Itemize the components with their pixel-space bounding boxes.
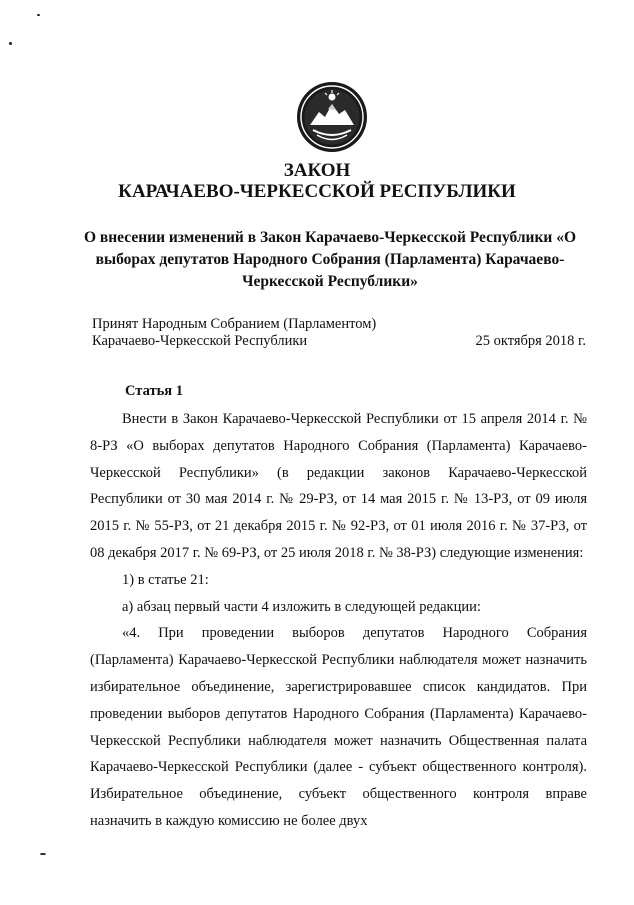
- article-heading: Статья 1: [125, 383, 183, 399]
- scan-speck: [37, 14, 40, 16]
- article-paragraph: «4. При проведении выборов депутатов Народного Собрания (Парламента) Карачаево-Черкесской Республики наблюдателя может назначить избирательное объединение, зарегистрировавшее список кандидатов. При проведении выборов депутатов Народного Собрания (Парламента) Карачаево-Черкесской Республики наблюдателя может назначить Общественная палата Карачаево-Черкесской Республики (далее - субъект общественного контроля). Избирательное объединение, субъект общественного контроля вправе назначить в каждую комиссию не более двух: [90, 625, 587, 829]
- scan-speck: [40, 853, 46, 855]
- document-issuer: КАРАЧАЕВО-ЧЕРКЕССКОЙ РЕСПУБЛИКИ: [118, 181, 516, 202]
- article-body: [90, 406, 587, 835]
- adoption-date: 25 октября 2018 г.: [475, 333, 586, 349]
- document-title: ЗАКОН: [283, 160, 351, 181]
- document-subtitle: О внесении изменений в Закон Карачаево-Черкесской Республики «О выборах депутатов Народного Собрания (Парламента) Карачаево-Черкесской Республики»: [83, 229, 577, 290]
- scan-speck: [9, 42, 12, 45]
- article-paragraph: 1) в статье 21:: [122, 571, 209, 588]
- article-paragraph: Внести в Закон Карачаево-Черкесской Республики от 15 апреля 2014 г. № 8-РЗ «О выборах депутатов Народного Собрания (Парламента) Карачаево-Черкесской Республики» (в редакции законов Карачаево-Черкесской Республики от 30 мая 2014 г. № 29-РЗ, от 14 мая 2015 г. № 13-РЗ, от 09 июля 2015 г. № 55-РЗ, от 21 декабря 2015 г. № 92-РЗ, от 01 июля 2016 г. № 37-РЗ, от 08 декабря 2017 г. № 69-РЗ, от 25 июля 2018 г. № 38-РЗ) следующие изменения:: [90, 411, 587, 561]
- adoption-line-1: Принят Народным Собранием (Парламентом): [92, 316, 377, 332]
- article-paragraph: а) абзац первый части 4 изложить в следующей редакции:: [122, 598, 481, 615]
- adoption-line-2: Карачаево-Черкесской Республики: [92, 333, 308, 349]
- adoption-statement: [92, 316, 376, 350]
- republic-emblem-icon: [295, 80, 369, 154]
